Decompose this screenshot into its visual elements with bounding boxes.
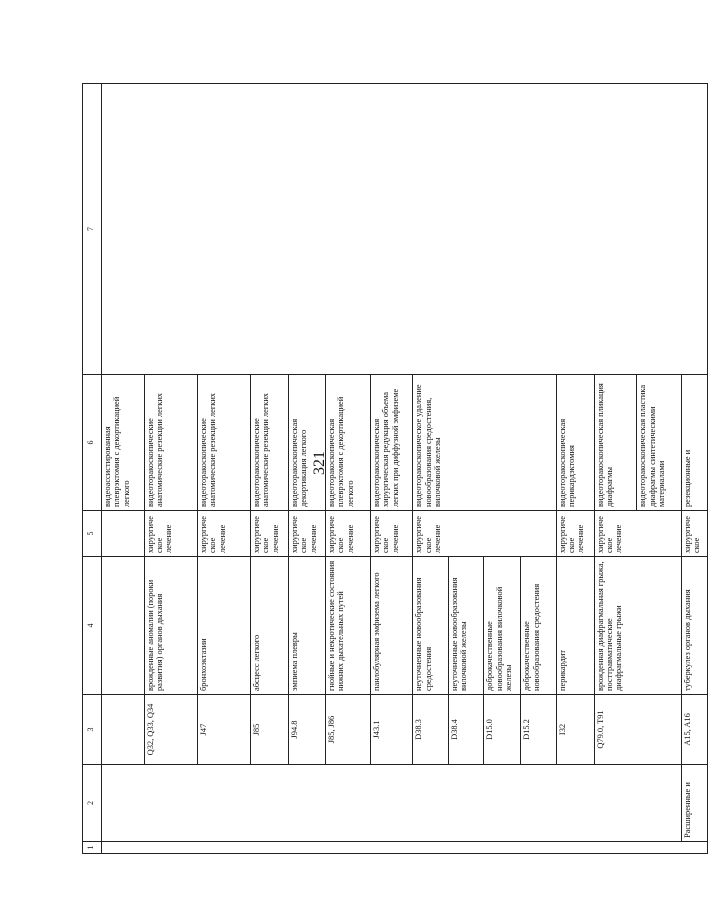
method-cell: видеоторакоскопическая перикардэктомия <box>556 375 594 511</box>
page-number: 321 <box>311 451 328 475</box>
header-col-6: 6 <box>83 375 102 511</box>
code-cell: Q32, Q33, Q34 <box>144 695 197 765</box>
condition-cell: врожденные аномалии (пороки развития) органов дыхания <box>144 557 197 695</box>
treatment-cell <box>101 511 144 557</box>
table-header-row <box>83 84 102 854</box>
method-cell: видеоторакоскопическое удаление новообразования средостения, вилочковой железы <box>413 375 556 511</box>
code-cell: D15.2 <box>521 695 556 765</box>
code-cell: A15, A16 <box>682 695 708 765</box>
condition-cell: панлобулярная эмфизема легкого <box>370 557 413 695</box>
treatment-cell: хирургическое лечение <box>325 511 370 557</box>
table-row <box>101 84 144 854</box>
condition-cell: неуточненные новообразования вилочковой железы <box>448 557 483 695</box>
treatment-cell: хирургическое лечение <box>250 511 288 557</box>
condition-cell: бронхоэктазии <box>197 557 250 695</box>
method-cell: видеоторакоскопические анатомические резекции легких <box>250 375 288 511</box>
condition-cell: перикардит <box>556 557 594 695</box>
method-cell: видеоторакоскопическая плеврэктомия с декортикацией легкого <box>325 375 370 511</box>
code-cell: J47 <box>197 695 250 765</box>
treatment-cell: хирургическое лечение <box>288 511 325 557</box>
condition-cell <box>101 557 144 695</box>
code-cell: D38.4 <box>448 695 483 765</box>
condition-cell: врожденная диафрагмальная грыжа, посттравматические диафрагмальные грыжи <box>594 557 682 695</box>
code-cell: J85, J86 <box>325 695 370 765</box>
condition-cell: гнойные и некротические состояния нижних дыхательных путей <box>325 557 370 695</box>
code-cell: D15.0 <box>484 695 521 765</box>
method-cell: резекционные и <box>682 375 708 511</box>
condition-cell: доброкачественные новообразования средостения <box>521 557 556 695</box>
condition-cell: эмпиема плевры <box>288 557 325 695</box>
code-cell: J85 <box>250 695 288 765</box>
condition-cell: неуточненные новообразования средостения <box>413 557 448 695</box>
method-cell: видеоторакоскопическая пликация диафрагмы <box>594 375 637 511</box>
header-col-5: 5 <box>83 511 102 557</box>
treatment-cell: хирургическое <box>682 511 708 557</box>
method-cell: видеоассистированная плеврэктомия с декортикацией легкого <box>101 375 144 511</box>
treatment-cell: хирургическое лечение <box>556 511 594 557</box>
medical-procedures-table <box>82 83 708 854</box>
header-col-7: 7 <box>83 84 102 375</box>
condition-cell: доброкачественные новообразования вилочковой железы <box>484 557 521 695</box>
header-col-1: 1 <box>83 842 102 854</box>
condition-cell: абсцесс легкого <box>250 557 288 695</box>
code-cell <box>101 695 144 765</box>
method-cell: видеоторакоскопическая пластика диафрагмы синтетическими материалами <box>637 375 682 511</box>
code-cell: Q79.0, T91 <box>594 695 682 765</box>
treatment-cell: хирургическое лечение <box>144 511 197 557</box>
header-col-2: 2 <box>83 765 102 842</box>
method-cell: видеоторакоскопическая хирургическая редукция объема легких при диффузной эмфиземе <box>370 375 413 511</box>
treatment-cell: хирургическое лечение <box>197 511 250 557</box>
code-cell: D38.3 <box>413 695 448 765</box>
group-cell <box>101 765 681 842</box>
treatment-cell: хирургическое лечение <box>413 511 556 557</box>
code-cell: J94.8 <box>288 695 325 765</box>
header-col-3: 3 <box>83 695 102 765</box>
method-cell: видеоторакоскопические анатомические резекции легких <box>144 375 197 511</box>
code-cell: J43.1 <box>370 695 413 765</box>
header-col-4: 4 <box>83 557 102 695</box>
column-7-cell <box>101 84 707 375</box>
condition-cell: туберкулез органов дыхания <box>682 557 708 695</box>
code-cell: I32 <box>556 695 594 765</box>
rotated-table-wrapper <box>82 84 708 854</box>
method-cell: видеоторакоскопические анатомические резекции легких <box>197 375 250 511</box>
method-cell: видеоторакоскопическая декортикация легкого <box>288 375 325 511</box>
treatment-cell: хирургическое лечение <box>370 511 413 557</box>
treatment-cell: хирургическое лечение <box>594 511 682 557</box>
group-cell: Расширенные и <box>682 765 708 842</box>
column-1-cell <box>101 842 707 854</box>
